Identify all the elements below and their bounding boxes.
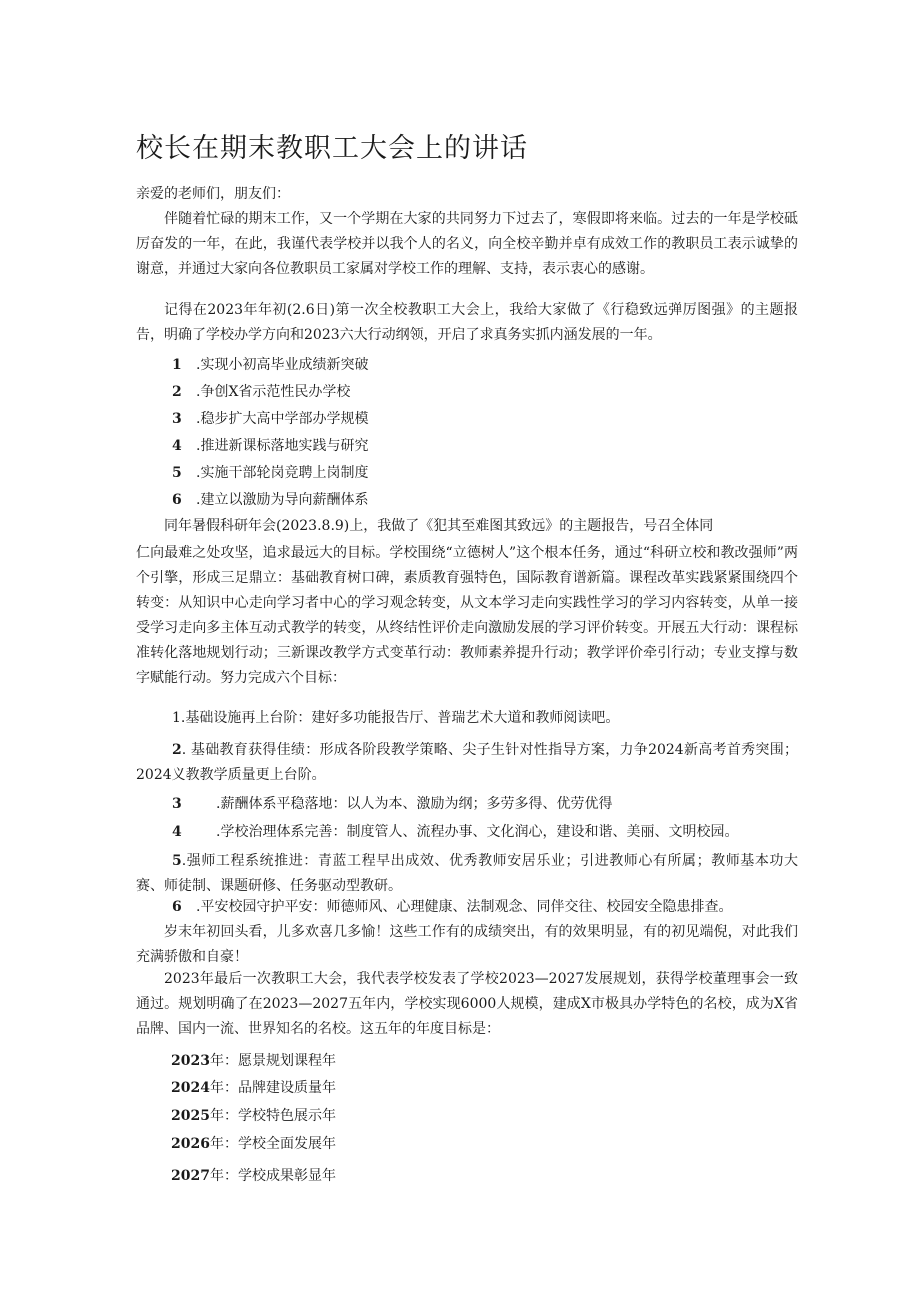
paragraph-5: 2023年最后一次教职工大会，我代表学校发表了学校2023—2027发展规划，获得学校董理事会一致通过。规划明确了在2023—2027五年内，学校实现6000人规模，建成X市极具办学特色的名校，成为X省品牌、国内一流、世界知名的名校。这五年的年度目标是： — [136, 971, 798, 1037]
action-number: 1 — [172, 357, 182, 373]
action-number: 3 — [172, 411, 182, 427]
paragraph-3-first-line: 同年暑假科研年会(2023.8.9)上，我做了《犯其至难图其致远》的主题报告，号召全体同 — [164, 518, 714, 534]
yearly-goal-item — [171, 1078, 336, 1098]
goal-item — [136, 738, 798, 788]
year-separator: 年： — [209, 1053, 238, 1069]
paragraph-3: 仁向最难之处攻坚，追求最远大的目标。学校围绕“立德树人”这个根本任务，通过“科研立校和教改强师”两个引擎，形成三足鼎立：基础教育树口碑，素质教育强特色，国际教育谱新篇。课程改革实践紧紧围绕四个转变：从知识中心走向学习者中心的学习观念转变，从文本学习走向实践性学习的学习内容转变，从单一接受学习走向多主体互动式教学的转变，从终结性评价走向激励发展的学习评价转变。开展五大行动：课程标准转化落地规划行动；三新课改教学方式变革行动：教师素养提升行动；教学评价牵引行动；专业支撑与数字赋能行动。努力完成六个目标： — [136, 545, 798, 686]
goal-number: 1. — [172, 710, 186, 726]
yearly-goal-item — [171, 1051, 336, 1071]
goal-text: 基础设施再上台阶：建好多功能报告厅、普瑞艺术大道和教师阅读吧。 — [185, 710, 620, 726]
goal-number: 5 — [172, 853, 182, 869]
action-item — [172, 436, 368, 456]
action-number: 4 — [172, 438, 182, 454]
goal-text: .薪酬体系平稳落地：以人为本、激励为纲；多劳多得、优劳优得 — [216, 796, 613, 812]
year-goal-text: 学校特色展示年 — [237, 1108, 336, 1124]
year-goal-text: 品牌建设质量年 — [237, 1080, 336, 1096]
paragraph-1: 伴随着忙碌的期末工作，又一个学期在大家的共同努力下过去了，寒假即将来临。过去的一年是学校砥厉奋发的一年，在此，我谨代表学校并以我个人的名义，向全校辛勤并卓有成效工作的教职员工表示诚挚的谢意，并通过大家向各位教职员工家属对学校工作的理解、支持，表示衷心的感谢。 — [136, 211, 798, 277]
action-text: .推进新课标落地实践与研究 — [196, 438, 369, 454]
action-number: 5 — [172, 465, 182, 481]
goal-item — [172, 897, 732, 917]
goal-number: 4 — [172, 824, 182, 840]
goal-item — [136, 849, 798, 899]
year-goal-text: 学校成果彰显年 — [237, 1168, 336, 1184]
action-item — [172, 463, 368, 483]
action-number: 6 — [172, 492, 182, 508]
yearly-goal-item — [171, 1134, 336, 1154]
year-goal-text: 愿景规划课程年 — [237, 1053, 336, 1069]
action-text: .争创X省示范性民办学校 — [196, 384, 351, 400]
goal-number: 6 — [172, 899, 182, 915]
goal-text: . 基础教育获得佳绩：形成各阶段教学策略、尖子生针对性指导方案，力争2024新高考首秀突围；2024义教教学质量更上台阶。 — [136, 742, 798, 783]
action-item — [172, 355, 368, 375]
paragraph-4: 岁末年初回头看，儿多欢喜几多愉！这些工作有的成绩突出，有的效果明显，有的初见端倪，对此我们充满骄傲和自豪！ — [136, 924, 798, 965]
year-separator: 年： — [209, 1168, 238, 1184]
goal-number: 2 — [172, 742, 182, 758]
greeting: 亲爱的老师们，朋友们： — [136, 186, 290, 202]
year-label: 2023 — [171, 1053, 210, 1069]
goal-item — [172, 708, 619, 728]
year-separator: 年： — [209, 1136, 238, 1152]
action-text: .实施干部轮岗竞聘上岗制度 — [196, 465, 369, 481]
action-text: .稳步扩大高中学部办学规模 — [196, 411, 369, 427]
action-text: .建立以激励为导向薪酬体系 — [196, 492, 369, 508]
goal-text: .强师工程系统推进：青蓝工程早出成效、优秀教师安居乐业；引进教师心有所属；教师基本功大赛、师徒制、课题研修、任务驱动型教研。 — [136, 853, 798, 894]
year-separator: 年： — [209, 1080, 238, 1096]
year-label: 2024 — [171, 1080, 210, 1096]
year-label: 2026 — [171, 1136, 210, 1152]
action-text: .实现小初高毕业成绩新突破 — [196, 357, 369, 373]
goal-text: .平安校园守护平安：师德师风、心理健康、法制观念、同伴交往、校园安全隐患排查。 — [196, 899, 733, 915]
goal-text: .学校治理体系完善：制度管人、流程办事、文化润心，建设和谐、美丽、文明校园。 — [216, 824, 739, 840]
year-separator: 年： — [209, 1108, 238, 1124]
year-goal-text: 学校全面发展年 — [237, 1136, 336, 1152]
action-item — [172, 409, 368, 429]
yearly-goal-item — [171, 1106, 336, 1126]
year-label: 2025 — [171, 1108, 210, 1124]
action-item — [172, 382, 350, 402]
page-title: 校长在期末教职工大会上的讲话 — [136, 133, 528, 164]
goal-number: 3 — [172, 796, 182, 812]
action-number: 2 — [172, 384, 182, 400]
yearly-goal-item — [171, 1166, 336, 1186]
year-label: 2027 — [171, 1168, 210, 1184]
goal-item — [172, 794, 612, 814]
action-item — [172, 490, 368, 510]
goal-item — [172, 822, 738, 842]
paragraph-2: 记得在2023年年初(2.6日)第一次全校教职工大会上，我给大家做了《行稳致远弹厉图强》的主题报告，明确了学校办学方向和2023六大行动纲领，开启了求真务实抓内涵发展的一年。 — [136, 302, 798, 343]
